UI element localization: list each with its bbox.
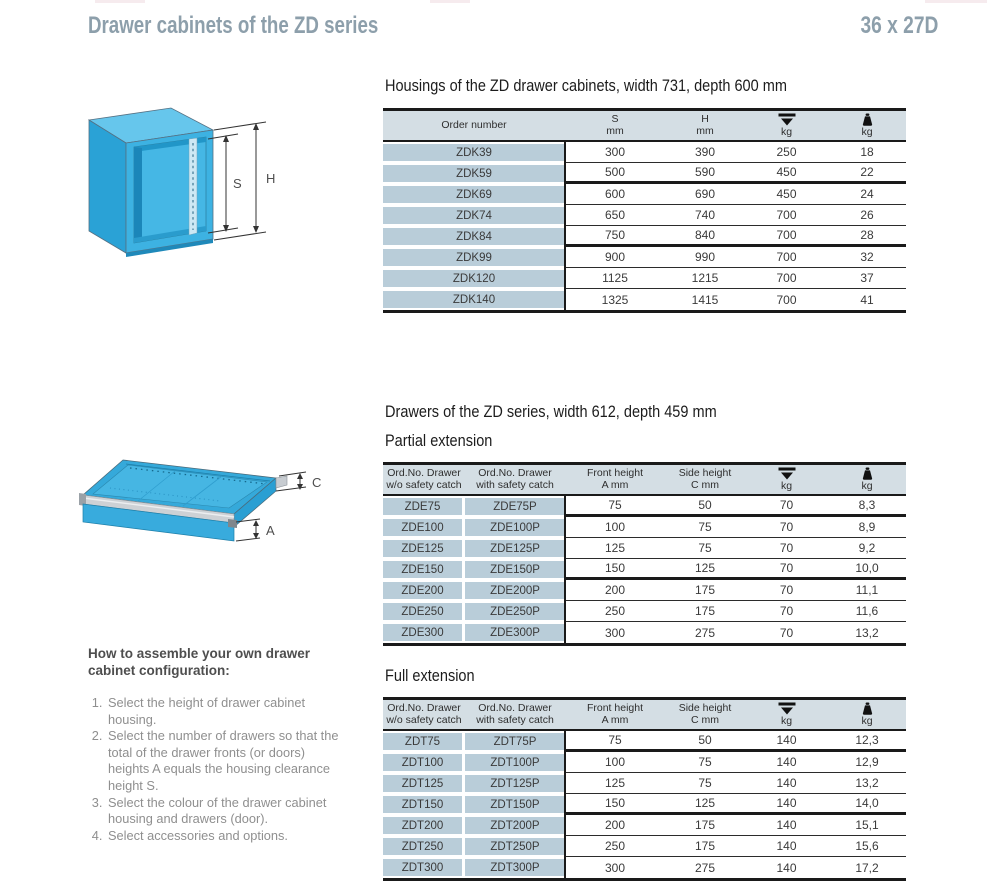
table-row [383, 857, 906, 878]
value-cell: 650 [565, 205, 665, 226]
order-number-cell: ZDT75P [465, 733, 565, 750]
value-cell: 75 [565, 496, 665, 517]
value-cell: 70 [745, 601, 828, 622]
order-number-cell: ZDK84 [383, 228, 565, 245]
arrowhead [253, 226, 259, 233]
value-cell: 750 [565, 226, 665, 247]
order-number-cell: ZDE100P [465, 519, 565, 536]
value-cell: 700 [745, 268, 828, 289]
header-sublabel: kg [861, 714, 873, 727]
order-number-cell: ZDE250P [465, 603, 565, 620]
ordno-wo-catch-header [383, 700, 465, 729]
order-number-cell: ZDT150 [383, 796, 462, 813]
weight-header [828, 111, 906, 140]
order-number-cell: ZDK140 [383, 291, 565, 308]
table-header-row [383, 111, 906, 142]
howto-step: 1. Select the height of drawer cabinet housing. [106, 695, 342, 728]
order-number-cell: ZDE150 [383, 561, 462, 578]
table-row [383, 289, 906, 310]
value-cell: 1325 [601, 292, 629, 307]
order-number-cell: ZDE75 [383, 498, 462, 515]
header-sublabel: A mm [601, 713, 629, 726]
value-cell: 740 [665, 205, 745, 226]
partial-extension-table [383, 462, 906, 646]
order-number-cell: ZDK59 [383, 165, 565, 182]
table-row [383, 622, 906, 643]
value-cell: 18 [828, 142, 906, 163]
housings-table-title: Housings of the ZD drawer cabinets, width 731, depth 600 mm [385, 77, 787, 95]
order-number-cell: ZDE200 [383, 582, 462, 599]
value-cell: 125 [565, 538, 665, 559]
value-cell: 24 [828, 184, 906, 205]
value-cell: 200 [565, 815, 665, 836]
load-capacity-icon [777, 702, 797, 715]
header-sublabel: kg [861, 125, 873, 138]
header-sublabel: with safety catch [476, 478, 554, 491]
value-cell: 900 [565, 247, 665, 268]
value-cell: 100 [565, 517, 665, 538]
table-row [383, 184, 906, 205]
cabinet-left-face [89, 120, 126, 253]
value-cell: 300 [604, 860, 626, 875]
value-cell: 12,9 [828, 752, 906, 773]
howto-step: 4. Select accessories and options. [106, 828, 342, 845]
table-row [383, 247, 906, 268]
value-cell: 70 [745, 496, 828, 517]
full-extension-title: Full extension [385, 667, 475, 685]
value-cell: 450 [745, 184, 828, 205]
order-number-cell: ZDE250 [383, 603, 462, 620]
header-sublabel: w/o safety catch [386, 478, 462, 491]
header-label: Order number [441, 118, 507, 131]
dim-ext-line [276, 487, 306, 491]
value-cell: 37 [828, 268, 906, 289]
value-cell: 275 [694, 625, 716, 640]
dim-ext-line [236, 538, 260, 541]
value-cell: 22 [828, 163, 906, 184]
inner-height-header [565, 111, 665, 140]
order-number-cell: ZDE75P [465, 498, 565, 515]
value-cell: 50 [665, 731, 745, 752]
value-cell: 275 [694, 860, 716, 875]
value-cell: 140 [745, 794, 828, 815]
value-cell: 175 [665, 836, 745, 857]
table-row [383, 226, 906, 247]
arrowhead [223, 225, 229, 232]
value-cell: 150 [565, 559, 665, 580]
value-cell: 600 [565, 184, 665, 205]
page-code: 36 x 27D [860, 12, 938, 39]
value-cell: 1215 [665, 268, 745, 289]
order-number-cell: ZDK99 [383, 249, 565, 266]
howto-list [88, 695, 342, 844]
dim-ext-line [214, 232, 266, 240]
table-row [383, 142, 906, 163]
value-cell: 1415 [691, 292, 719, 307]
arrowhead [297, 484, 303, 490]
value-cell: 175 [665, 601, 745, 622]
header-sublabel: mm [606, 124, 624, 137]
cabinet-illustration [70, 90, 330, 275]
value-cell: 990 [665, 247, 745, 268]
table-row [383, 773, 906, 794]
table-row [383, 517, 906, 538]
table-row [383, 496, 906, 517]
value-cell: 70 [745, 538, 828, 559]
value-cell: 75 [665, 773, 745, 794]
header-label: Ord.No. Drawer [387, 702, 461, 714]
value-cell: 70 [745, 580, 828, 601]
header-sublabel: kg [780, 714, 793, 727]
value-cell: 15,6 [828, 836, 906, 857]
value-cell: 590 [665, 163, 745, 184]
value-cell: 690 [665, 184, 745, 205]
header-sublabel: w/o safety catch [386, 713, 462, 726]
value-cell: 450 [745, 163, 828, 184]
arrowhead [297, 473, 303, 479]
order-number-cell: ZDK69 [383, 186, 565, 203]
side-height-header [665, 700, 745, 729]
value-cell: 140 [776, 860, 797, 875]
header-label: S [611, 113, 619, 125]
value-cell: 300 [604, 625, 626, 640]
order-number-cell: ZDT125 [383, 775, 462, 792]
dim-label-s: S [233, 176, 242, 191]
side-height-header [665, 465, 745, 494]
value-cell: 140 [745, 752, 828, 773]
header-label: Front height [586, 467, 644, 479]
full-extension-table [383, 697, 906, 881]
value-cell: 500 [565, 163, 665, 184]
table-row [383, 163, 906, 184]
value-cell: 10,0 [828, 559, 906, 580]
arrowhead [253, 520, 259, 526]
value-cell: 840 [665, 226, 745, 247]
value-cell: 125 [565, 773, 665, 794]
order-number-cell: ZDT150P [465, 796, 565, 813]
weight-icon [862, 467, 873, 480]
ordno-with-catch-header [465, 700, 565, 729]
order-number-cell: ZDE300 [383, 624, 462, 641]
column-divider [564, 142, 566, 310]
value-cell: 9,2 [828, 538, 906, 559]
value-cell: 75 [665, 517, 745, 538]
howto-step: 2. Select the number of drawers so that the total of the drawer fronts (or doors) heights A equals the housing clearance height S. [106, 728, 342, 794]
load-capacity-icon [777, 467, 797, 480]
header-label: Ord.No. Drawer [478, 467, 552, 479]
order-number-cell: ZDE125 [383, 540, 462, 557]
value-cell: 32 [828, 247, 906, 268]
page-title: Drawer cabinets of the ZD series [88, 12, 379, 39]
value-cell: 140 [745, 815, 828, 836]
value-cell: 70 [779, 625, 794, 640]
value-cell: 75 [665, 752, 745, 773]
table-row [383, 752, 906, 773]
scan-artifact [95, 0, 145, 3]
value-cell: 70 [745, 517, 828, 538]
weight-header [828, 700, 906, 729]
dim-label-c: C [312, 475, 322, 490]
value-cell: 250 [565, 836, 665, 857]
load-capacity-header [745, 700, 828, 729]
weight-icon [862, 702, 873, 715]
weight-icon [862, 113, 873, 126]
partial-extension-title: Partial extension [385, 432, 493, 450]
order-number-cell: ZDT250 [383, 838, 462, 855]
order-number-cell: ZDT100 [383, 754, 462, 771]
value-cell: 28 [828, 226, 906, 247]
value-cell: 15,1 [828, 815, 906, 836]
scan-artifact [430, 0, 470, 3]
header-label: Side height [678, 702, 732, 714]
value-cell: 70 [745, 559, 828, 580]
value-cell: 100 [565, 752, 665, 773]
order-number-cell: ZDE150P [465, 561, 565, 578]
value-cell: 8,9 [828, 517, 906, 538]
outer-height-header [665, 111, 745, 140]
front-height-header [565, 700, 665, 729]
order-number-cell: ZDK120 [383, 270, 565, 287]
value-cell: 26 [828, 205, 906, 226]
header-label: Side height [678, 467, 732, 479]
front-height-header [565, 465, 665, 494]
value-cell: 700 [745, 226, 828, 247]
value-cell: 250 [745, 142, 828, 163]
value-cell: 140 [745, 773, 828, 794]
order-number-header [383, 111, 565, 140]
value-cell: 700 [745, 205, 828, 226]
header-label: Ord.No. Drawer [478, 702, 552, 714]
cabinet-slotted-upright [189, 138, 197, 235]
table-row [383, 580, 906, 601]
howto-section [88, 645, 342, 844]
value-cell: 8,3 [828, 496, 906, 517]
table-row [383, 794, 906, 815]
value-cell: 200 [565, 580, 665, 601]
table-row [383, 268, 906, 289]
value-cell: 41 [860, 292, 874, 307]
dim-label-a: A [266, 523, 275, 538]
table-row [383, 815, 906, 836]
load-capacity-header [745, 111, 828, 140]
order-number-cell: ZDT200P [465, 817, 565, 834]
front-right-cap [228, 519, 237, 528]
value-cell: 175 [665, 815, 745, 836]
value-cell: 300 [565, 142, 665, 163]
order-number-cell: ZDT100P [465, 754, 565, 771]
order-number-cell: ZDE300P [465, 624, 565, 641]
value-cell: 17,2 [855, 860, 879, 875]
howto-step: 3. Select the colour of the drawer cabinet housing and drawers (door). [106, 795, 342, 828]
order-number-cell: ZDK74 [383, 207, 565, 224]
header-sublabel: kg [780, 125, 793, 138]
value-cell: 14,0 [828, 794, 906, 815]
value-cell: 75 [665, 538, 745, 559]
dim-ext-line [279, 472, 306, 476]
value-cell: 125 [665, 559, 745, 580]
header-label: H [701, 113, 709, 125]
howto-heading: How to assemble your own drawer cabinet configuration: [88, 646, 311, 678]
order-number-cell: ZDT250P [465, 838, 565, 855]
value-cell: 175 [665, 580, 745, 601]
value-cell: 700 [745, 247, 828, 268]
order-number-cell: ZDT200 [383, 817, 462, 834]
value-cell: 13,2 [855, 625, 879, 640]
value-cell: 140 [745, 731, 828, 752]
value-cell: 150 [565, 794, 665, 815]
slide-rail-tip [276, 476, 287, 488]
header-sublabel: kg [780, 479, 793, 492]
dim-label-h: H [266, 171, 276, 186]
table-row [383, 205, 906, 226]
header-sublabel: A mm [601, 478, 629, 491]
header-sublabel: C mm [691, 478, 719, 491]
value-cell: 11,6 [828, 601, 906, 622]
order-number-cell: ZDT300 [383, 859, 462, 876]
order-number-cell: ZDT300P [465, 859, 565, 876]
table-row [383, 559, 906, 580]
value-cell: 11,1 [828, 580, 906, 601]
ordno-with-catch-header [465, 465, 565, 494]
order-number-cell: ZDE200P [465, 582, 565, 599]
header-sublabel: C mm [691, 713, 719, 726]
table-row [383, 601, 906, 622]
value-cell: 1125 [565, 268, 665, 289]
order-number-cell: ZDE125P [465, 540, 565, 557]
housings-table [383, 108, 906, 313]
header-label: Front height [586, 702, 644, 714]
scan-artifact [925, 0, 987, 3]
value-cell: 13,2 [828, 773, 906, 794]
order-number-cell: ZDT75 [383, 733, 462, 750]
value-cell: 140 [745, 836, 828, 857]
weight-header [828, 465, 906, 494]
column-divider [564, 496, 566, 643]
cabinet-inner-left-shadow [134, 147, 142, 243]
value-cell: 50 [665, 496, 745, 517]
value-cell: 125 [665, 794, 745, 815]
header-label: Ord.No. Drawer [387, 467, 461, 479]
header-sublabel: mm [696, 124, 714, 137]
load-capacity-icon [777, 113, 797, 126]
drawers-section-title: Drawers of the ZD series, width 612, depth 459 mm [385, 403, 717, 421]
load-capacity-header [745, 465, 828, 494]
order-number-cell: ZDK39 [383, 144, 565, 161]
table-header-row [383, 700, 906, 731]
value-cell: 250 [565, 601, 665, 622]
column-divider [564, 731, 566, 878]
order-number-cell: ZDT125P [465, 775, 565, 792]
table-row [383, 538, 906, 559]
header-sublabel: kg [861, 479, 873, 492]
table-row [383, 836, 906, 857]
order-number-cell: ZDE100 [383, 519, 462, 536]
value-cell: 12,3 [828, 731, 906, 752]
drawer-illustration [70, 448, 330, 568]
value-cell: 700 [776, 292, 797, 307]
value-cell: 390 [665, 142, 745, 163]
header-sublabel: with safety catch [476, 713, 554, 726]
table-header-row [383, 465, 906, 496]
ordno-wo-catch-header [383, 465, 465, 494]
value-cell: 75 [565, 731, 665, 752]
table-row [383, 731, 906, 752]
